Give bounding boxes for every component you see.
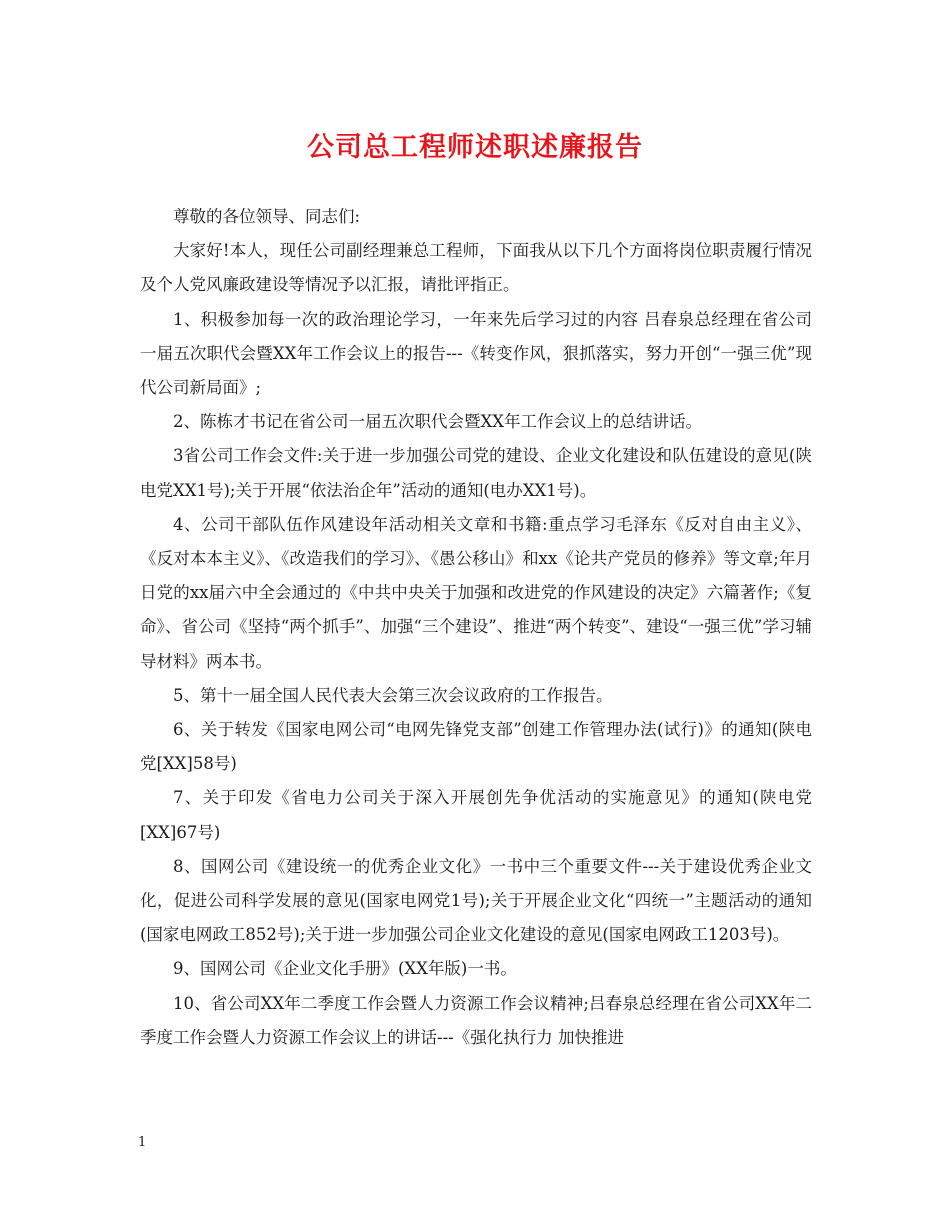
document-title: 公司总工程师述职述廉报告 (307, 132, 643, 163)
body-paragraph: 5、第十一届全国人民代表大会第三次会议政府的工作报告。 (173, 685, 613, 705)
body-paragraph: 7、关于印发《省电力公司关于深入开展创先争优活动的实施意见》的通知(陕电党[XX]67号) (140, 788, 812, 842)
body-paragraph: 8、国网公司《建设统一的优秀企业文化》一书中三个重要文件---关于建设优秀企业文化，促进公司科学发展的意见(国家电网党1号);关于开展企业文化“四统一”主题活动的通知(国家电网政工852号);关于进一步加强公司企业文化建设的意见(国家电网政工1203号)。 (140, 856, 812, 945)
body-paragraph: 6、关于转发《国家电网公司“电网先锋党支部”创建工作管理办法(试行)》的通知(陕电党[XX]58号) (140, 720, 812, 774)
body-paragraph: 大家好!本人，现任公司副经理兼总工程师，下面我从以下几个方面将岗位职责履行情况及个人党风廉政建设等情况予以汇报，请批评指正。 (140, 241, 812, 295)
body-paragraph: 3省公司工作会文件:关于进一步加强公司党的建设、企业文化建设和队伍建设的意见(陕电党XX1号);关于开展“依法治企年”活动的通知(电办XX1号)。 (140, 446, 812, 500)
body-paragraph: 1、积极参加每一次的政治理论学习，一年来先后学习过的内容 吕春泉总经理在省公司一届五次职代会暨XX年工作会议上的报告---《转变作风，狠抓落实，努力开创“一强三优”现代公司新局面》; (140, 309, 812, 398)
document-body (140, 200, 812, 1055)
salutation-paragraph: 尊敬的各位领导、同志们: (173, 207, 361, 226)
body-paragraph: 2、陈栋才书记在省公司一届五次职代会暨XX年工作会议上的总结讲话。 (173, 412, 702, 432)
body-paragraph: 10、省公司XX年二季度工作会暨人力资源工作会议精神;吕春泉总经理在省公司XX年二季度工作会暨人力资源工作会议上的讲话---《强化执行力 加快推进 (140, 993, 812, 1047)
body-paragraph: 9、国网公司《企业文化手册》(XX年版)一书。 (173, 959, 517, 979)
page-number: 1 (138, 1135, 147, 1150)
body-paragraph: 4、公司干部队伍作风建设年活动相关文章和书籍:重点学习毛泽东《反对自由主义》、《反对本本主义》、《改造我们的学习》、《愚公移山》和xx《论共产党员的修养》等文章;年月日党的xx届六中全会通过的《中共中央关于加强和改进党的作风建设的决定》六篇著作;《复命》、省公司《坚持“两个抓手”、加强“三个建设”、推进“两个转变”、建设“一强三优”学习辅导材料》两本书。 (140, 514, 812, 671)
